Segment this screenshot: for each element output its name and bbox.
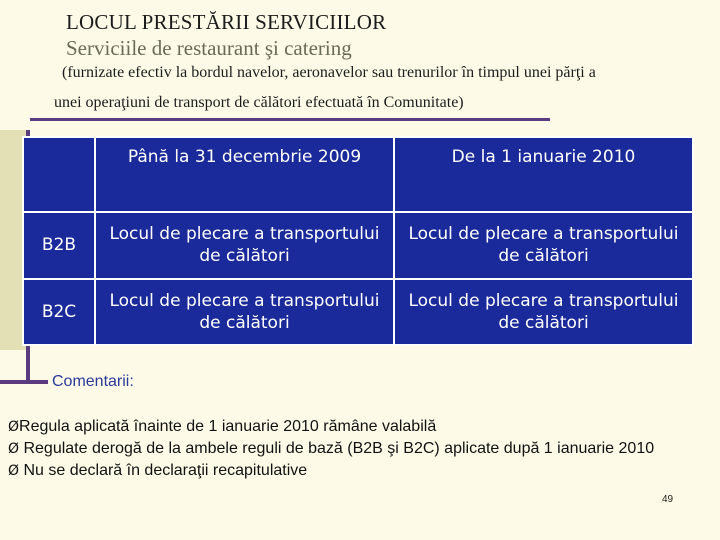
subtitle-note-line-1: (furnizate efectiv la bordul navelor, aeronavelor sau trenurilor în timpul unei părţi a: [62, 64, 596, 81]
table-cell: Locul de plecare a transportului de călători: [95, 279, 394, 346]
table-header-row: [23, 137, 693, 212]
page-title: LOCUL PRESTĂRII SERVICIILOR: [66, 10, 387, 34]
table-header-empty: [23, 137, 95, 212]
list-item-text: Regula aplicată înainte de 1 ianuarie 2010 rămâne valabilă: [19, 418, 437, 435]
page-subtitle: Serviciile de restaurant şi catering: [66, 36, 352, 60]
table-cell: Locul de plecare a transportului de călători: [394, 279, 693, 346]
list-item-text: Regulate derogă de la ambele reguli de bază (B2B şi B2C) aplicate după 1 ianuarie 2010: [19, 440, 655, 457]
bottom-accent-line: [0, 380, 48, 384]
subtitle-note-line-2: unei operaţiuni de transport de călători efectuată în Comunitate): [54, 94, 464, 111]
vat-place-table: [22, 136, 694, 346]
list-item: [8, 460, 710, 482]
row-label-b2c: B2C: [23, 279, 95, 346]
table-row: [23, 212, 693, 279]
header-divider: [30, 118, 550, 121]
table-header-until-2009: Până la 31 decembrie 2009: [95, 137, 394, 212]
table-header-from-2010: De la 1 ianuarie 2010: [394, 137, 693, 212]
comments-label: Comentarii:: [52, 373, 134, 390]
comments-list: [8, 416, 710, 482]
table-cell: Locul de plecare a transportului de călători: [95, 212, 394, 279]
arrow-bullet-icon: Ø: [8, 441, 20, 457]
arrow-bullet-icon: Ø: [8, 419, 20, 435]
table-grid: [22, 136, 694, 346]
list-item: [8, 416, 710, 438]
arrow-bullet-icon: Ø: [8, 463, 20, 479]
table-row: [23, 279, 693, 346]
page-number: 49: [662, 494, 674, 505]
table-cell: Locul de plecare a transportului de călători: [394, 212, 693, 279]
list-item-text: Nu se declară în declaraţii recapitulative: [19, 462, 308, 479]
list-item: [8, 438, 710, 460]
row-label-b2b: B2B: [23, 212, 95, 279]
